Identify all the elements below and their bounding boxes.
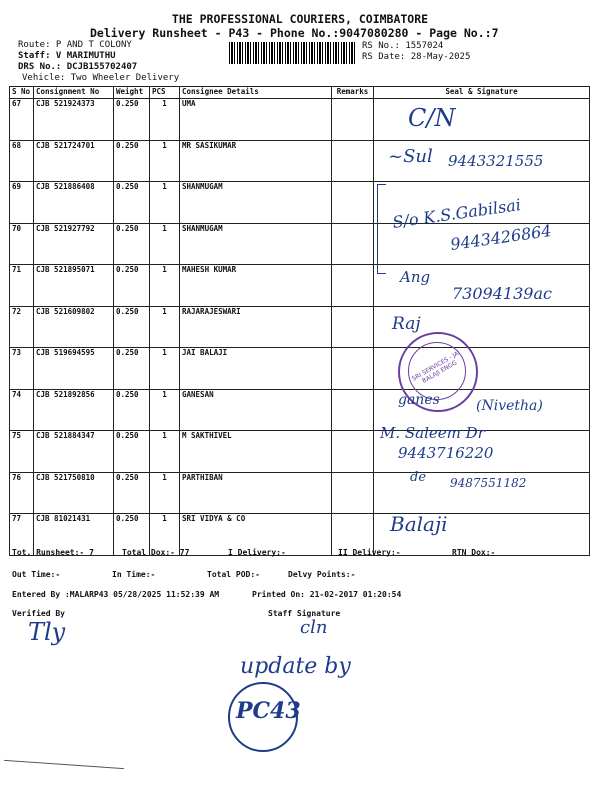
row-consignee: M SAKTHIVEL — [180, 431, 332, 473]
handwritten-code: PC43 — [236, 698, 301, 724]
barcode — [229, 42, 355, 64]
row-pcs: 1 — [150, 223, 180, 265]
route-label: Route: P AND T COLONY — [18, 40, 132, 50]
delvy-points: Delvy Points:- — [288, 570, 356, 579]
handwritten-phone: 9443321555 — [448, 152, 544, 170]
table-row — [10, 348, 590, 390]
ii-delivery: II Delivery:- — [338, 548, 401, 557]
row-remarks — [332, 182, 374, 224]
row-consignment: CJB 519694595 — [34, 348, 114, 390]
row-consignment: CJB 521924373 — [34, 99, 114, 141]
row-consignee: SHANMUGAM — [180, 223, 332, 265]
row-consignee: MAHESH KUMAR — [180, 265, 332, 307]
row-weight: 0.250 — [114, 140, 150, 182]
handwritten-phone: 73094139ac — [452, 284, 552, 303]
row-consignment: CJB 521886408 — [34, 182, 114, 224]
table-row — [10, 514, 590, 556]
staff-signature-label: Staff Signature — [268, 609, 341, 618]
row-remarks — [332, 140, 374, 182]
row-consignee: GANESAN — [180, 389, 332, 431]
row-weight: 0.250 — [114, 514, 150, 556]
table-header-row — [10, 87, 590, 99]
table-row — [10, 431, 590, 473]
handwritten-signature: de — [410, 470, 427, 485]
row-sno: 74 — [10, 389, 34, 431]
col-consignee: Consignee Details — [180, 87, 332, 99]
row-pcs: 1 — [150, 140, 180, 182]
row-pcs: 1 — [150, 472, 180, 514]
company-title: THE PROFESSIONAL COURIERS, COIMBATORE — [171, 12, 429, 26]
handwritten-phone: 9487551182 — [450, 476, 527, 490]
row-sno: 73 — [10, 348, 34, 390]
col-consignment: Consignment No — [34, 87, 114, 99]
handwritten-cn: C/N — [408, 104, 456, 132]
row-remarks — [332, 472, 374, 514]
row-remarks — [332, 389, 374, 431]
row-weight: 0.250 — [114, 223, 150, 265]
row-weight: 0.250 — [114, 265, 150, 307]
handwritten-signature: Balaji — [390, 512, 448, 536]
col-sno: S No — [10, 87, 34, 99]
handwritten-signature: Ang — [400, 268, 431, 286]
row-consignment: CJB 521884347 — [34, 431, 114, 473]
handwritten-phone: 9443426864 — [449, 221, 553, 254]
row-consignment: CJB 81021431 — [34, 514, 114, 556]
row-pcs: 1 — [150, 431, 180, 473]
handwritten-update: update by — [240, 654, 351, 679]
row-weight: 0.250 — [114, 431, 150, 473]
row-pcs: 1 — [150, 389, 180, 431]
row-sno: 72 — [10, 306, 34, 348]
drs-number: DRS No.: DCJB155702407 — [18, 62, 138, 72]
row-sno: 77 — [10, 514, 34, 556]
handwritten-bracket — [377, 184, 386, 274]
row-consignee: SRI VIDYA & CO — [180, 514, 332, 556]
row-remarks — [332, 306, 374, 348]
row-consignee: RAJARAJESWARI — [180, 306, 332, 348]
row-consignment: CJB 521750810 — [34, 472, 114, 514]
tot-runsheet: Tot. Runsheet:- 7 — [12, 548, 94, 557]
row-weight: 0.250 — [114, 348, 150, 390]
row-signature — [374, 99, 590, 141]
row-consignee: MR SASIKUMAR — [180, 140, 332, 182]
row-pcs: 1 — [150, 182, 180, 224]
col-seal-signature: Seal & Signature — [374, 87, 590, 99]
row-sno: 71 — [10, 265, 34, 307]
out-time: Out Time:- — [12, 570, 61, 579]
row-remarks — [332, 431, 374, 473]
row-weight: 0.250 — [114, 99, 150, 141]
handwritten-note: S/o K.S.Gabilsai — [391, 195, 522, 232]
row-remarks — [332, 99, 374, 141]
row-sno: 67 — [10, 99, 34, 141]
entered-by: Entered By :MALARP43 05/28/2025 11:52:39 AM — [12, 590, 220, 599]
col-remarks: Remarks — [332, 87, 374, 99]
row-consignee: PARTHIBAN — [180, 472, 332, 514]
in-time: In Time:- — [112, 570, 156, 579]
handwritten-signature: ganes — [398, 392, 440, 408]
row-weight: 0.250 — [114, 389, 150, 431]
handwritten-phone: 9443716220 — [398, 444, 494, 462]
row-weight: 0.250 — [114, 472, 150, 514]
row-pcs: 1 — [150, 514, 180, 556]
row-sno: 76 — [10, 472, 34, 514]
handwritten-signature: Raj — [392, 314, 421, 334]
col-pcs: PCS — [150, 87, 180, 99]
table-row — [10, 306, 590, 348]
row-sno: 69 — [10, 182, 34, 224]
row-pcs: 1 — [150, 99, 180, 141]
scan-mark — [4, 760, 124, 769]
row-consignee: UMA — [180, 99, 332, 141]
runsheet-title: Delivery Runsheet - P43 - Phone No.:9047080280 - Page No.:7 — [90, 26, 499, 40]
row-consignment: CJB 521609802 — [34, 306, 114, 348]
row-pcs: 1 — [150, 348, 180, 390]
row-consignment: CJB 521724701 — [34, 140, 114, 182]
row-sno: 68 — [10, 140, 34, 182]
row-pcs: 1 — [150, 306, 180, 348]
row-weight: 0.250 — [114, 182, 150, 224]
total-dox: Total Dox:- 77 — [122, 548, 190, 557]
rs-date: RS Date: 28-May-2025 — [362, 52, 471, 62]
printed-on: Printed On: 21-02-2017 01:20:54 — [252, 590, 402, 599]
verifier-signature: Tly — [28, 618, 66, 646]
rs-number: RS No.: 1557024 — [362, 41, 444, 51]
handwritten-name: M. Saleem Dr — [380, 424, 485, 442]
row-remarks — [332, 223, 374, 265]
row-consignment: CJB 521927792 — [34, 223, 114, 265]
row-consignee: JAI BALAJI — [180, 348, 332, 390]
table-row — [10, 99, 590, 141]
handwritten-signature: ~Sul — [388, 146, 433, 167]
staff-label: Staff: V MARIMUTHU — [18, 51, 116, 61]
row-remarks — [332, 348, 374, 390]
col-weight: Weight — [114, 87, 150, 99]
row-consignee: SHANMUGAM — [180, 182, 332, 224]
row-pcs: 1 — [150, 265, 180, 307]
i-delivery: I Delivery:- — [228, 548, 286, 557]
row-remarks — [332, 265, 374, 307]
vehicle-label: Vehicle: Two Wheeler Delivery — [22, 73, 180, 83]
row-sno: 75 — [10, 431, 34, 473]
row-sno: 70 — [10, 223, 34, 265]
staff-signature: cln — [300, 617, 328, 638]
row-consignment: CJB 521895071 — [34, 265, 114, 307]
total-pod: Total POD:- — [207, 570, 260, 579]
handwritten-name: (Nivetha) — [476, 398, 543, 414]
row-consignment: CJB 521892856 — [34, 389, 114, 431]
stamp-text: SRI SERVICES - JAI BALAJI ENGG — [410, 349, 462, 385]
verified-by-label: Verified By — [12, 609, 65, 618]
rtn-dox: RTN Dox:- — [452, 548, 496, 557]
row-weight: 0.250 — [114, 306, 150, 348]
